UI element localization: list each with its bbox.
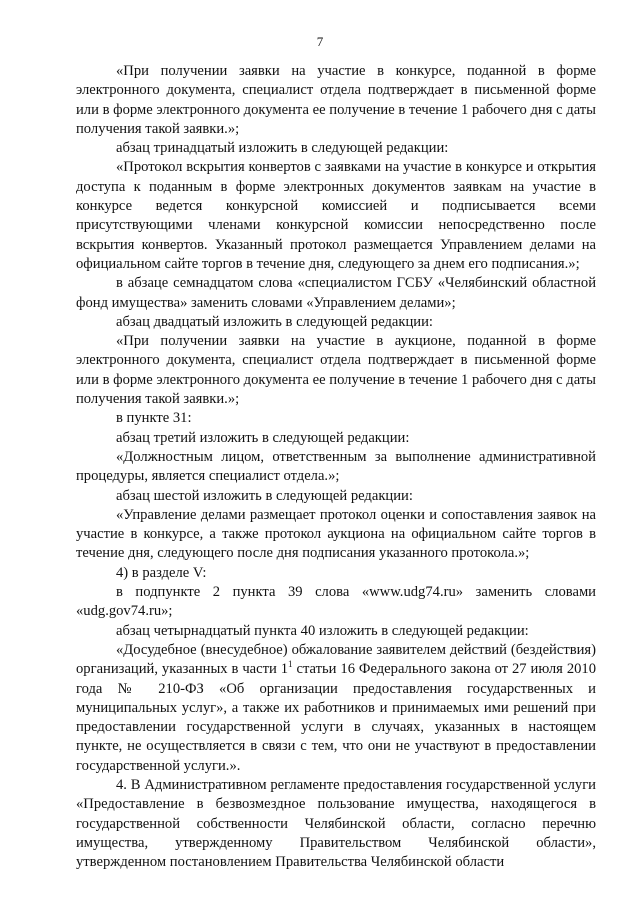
paragraph-point-31: в пункте 31:	[116, 410, 192, 427]
document-body	[76, 62, 596, 872]
paragraph-regulation-4: 4. В Административном регламенте предоставления государственной услуги «Предоставление в безвозмездное пользование имущества, находящегося в государственной собственности Челябинской области, согласно перечню имущества, утвержденному Правительством Челябинской области», утвержденном постановлением Правительства Челябинской области	[76, 776, 596, 871]
appeal-text-end: статьи 16 Федерального закона от 27 июля 2010 года № 210-ФЗ «Об организации предоставления государственных и муниципальных услуг», а также их работников и принимаемых ими решений при предоставлении государственной услуги в случаях, указанных в настоящем пункте, не осуществляется в связи с тем, что они не участвуют в предоставлении государственной услуги.».	[76, 661, 597, 774]
paragraph-protocol-publication: «Управление делами размещает протокол оценки и сопоставления заявок на участие в конкурсе, а также протокол аукциона на официальном сайте торгов в течение дня, следующего после дня подписания указанного протокола.»;	[76, 506, 596, 562]
paragraph-responsible-official: «Должностным лицом, ответственным за выполнение административной процедуры, является специалист отдела.»;	[76, 448, 596, 485]
paragraph-section-v: 4) в разделе V:	[116, 564, 207, 581]
paragraph-seventeenth-replacement: в абзаце семнадцатом слова «специалистом ГСБУ «Челябинский областной фонд имущества» заменить словами «Управлением делами»;	[76, 275, 596, 311]
paragraph-twentieth-instruction: абзац двадцатый изложить в следующей редакции:	[116, 313, 433, 330]
paragraph-opening-protocol: «Протокол вскрытия конвертов с заявками на участие в конкурсе и открытия доступа к поданным в форме электронных документов заявкам на участие в конкурсе ведется конкурсной комиссией и подписывается всеми присутствующими членами конкурсной комиссии непосредственно после вскрытия конвертов. Указанный протокол размещается Управлением делами на официальном сайте торгов в течение дня, следующего за днем его подписания.»;	[76, 159, 596, 272]
paragraph-contest-application-receipt: «При получении заявки на участие в конкурсе, поданной в форме электронного документа, специалист отдела подтверждает в письменной форме или в форме электронного документа ее получение в течение 1 рабочего дня с даты получения такой заявки.»;	[76, 63, 596, 137]
paragraph-thirteenth-instruction: абзац тринадцатый изложить в следующей редакции:	[116, 140, 449, 157]
paragraph-fourteenth-instruction: абзац четырнадцатый пункта 40 изложить в следующей редакции:	[116, 622, 529, 639]
appeal-superscript: 1	[288, 659, 293, 670]
paragraph-third-instruction: абзац третий изложить в следующей редакции:	[116, 429, 410, 446]
paragraph-website-replacement: в подпункте 2 пункта 39 слова «www.udg74.ru» заменить словами «udg.gov74.ru»;	[76, 584, 596, 620]
paragraph-sixth-instruction: абзац шестой изложить в следующей редакции:	[116, 487, 413, 504]
appeal-text-start: «Досудебное (внесудебное) обжалование заявителем действий (бездействия) организаций, указанных в части 1	[76, 641, 596, 678]
paragraph-auction-application-receipt: «При получении заявки на участие в аукционе, поданной в форме электронного документа, специалист отдела подтверждает в письменной форме или в форме электронного документа ее получение в течение 1 рабочего дня с даты получения такой заявки.»;	[76, 333, 596, 408]
paragraph-appeal	[76, 641, 596, 776]
page-number: 7	[316, 34, 324, 49]
